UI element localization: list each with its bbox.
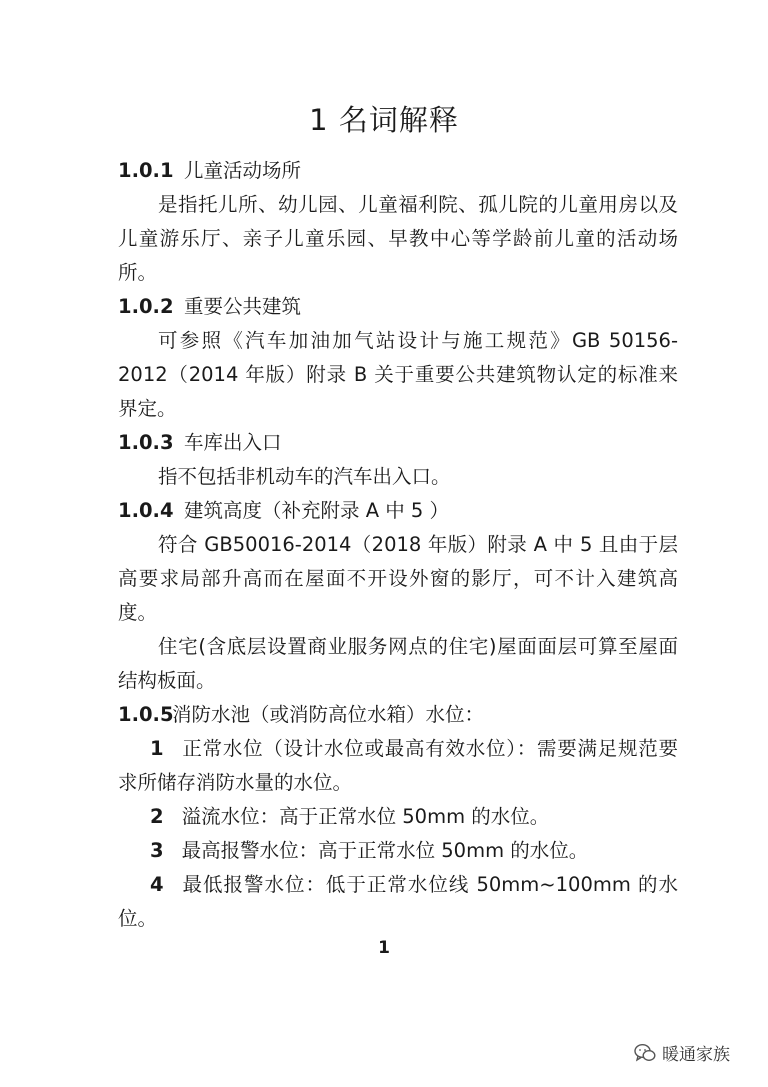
paragraph: 住宅(含底层设置商业服务网点的住宅)屋面面层可算至屋面结构板面。 — [118, 635, 678, 692]
paragraph: 符合 GB50016-2014（2018 年版）附录 A 中 5 且由于层高要求局部升高而在屋面不开设外窗的影厅，可不计入建筑高度。 — [118, 533, 678, 624]
list-item-text: 最低报警水位：低于正常水位线 50mm~100mm 的水位。 — [118, 873, 678, 930]
watermark-text: 暖通家族 — [662, 1045, 730, 1065]
page-number: 1 — [378, 938, 390, 958]
section-number: 1.0.3 — [118, 431, 174, 454]
list-item — [118, 834, 678, 868]
section-number: 1.0.5 — [118, 703, 174, 726]
list-item-number: 3 — [150, 839, 164, 862]
section-number: 1.0.4 — [118, 499, 174, 522]
page-title: 1 名词解释 — [309, 103, 459, 137]
section-title: 重要公共建筑 — [184, 295, 302, 318]
section-number: 1.0.2 — [118, 295, 174, 318]
paragraph: 指不包括非机动车的汽车出入口。 — [158, 465, 451, 488]
list-item-number: 1 — [150, 737, 164, 760]
section-heading — [118, 426, 678, 460]
section-title: 消防水池（或消防高位水箱）水位： — [172, 703, 485, 726]
list-item — [118, 868, 678, 936]
section-heading — [118, 290, 678, 324]
list-item — [118, 732, 678, 800]
paragraph: 是指托儿所、幼儿园、儿童福利院、孤儿院的儿童用房以及儿童游乐厅、亲子儿童乐园、早教中心等学龄前儿童的活动场所。 — [118, 193, 678, 284]
section-title: 儿童活动场所 — [184, 159, 302, 182]
list-item-number: 4 — [150, 873, 164, 896]
list-item-text: 正常水位（设计水位或最高有效水位）：需要满足规范要求所储存消防水量的水位。 — [118, 737, 678, 794]
list-item — [118, 800, 678, 834]
section-heading — [118, 494, 678, 528]
list-item-number: 2 — [150, 805, 164, 828]
section-heading — [118, 154, 678, 188]
section-title: 建筑高度（补充附录 A 中 5 ） — [184, 499, 450, 522]
paragraph: 可参照《汽车加油加气站设计与施工规范》GB 50156-2012（2014 年版）附录 B 关于重要公共建筑物认定的标准来界定。 — [118, 329, 678, 420]
wechat-icon — [634, 1043, 656, 1063]
watermark — [634, 1040, 730, 1065]
section-title: 车库出入口 — [184, 431, 282, 454]
document-body — [118, 154, 678, 936]
list-item-text: 溢流水位：高于正常水位 50mm 的水位。 — [181, 805, 550, 828]
list-item-text: 最高报警水位：高于正常水位 50mm 的水位。 — [181, 839, 589, 862]
section-number: 1.0.1 — [118, 159, 174, 182]
section-heading — [118, 698, 678, 732]
